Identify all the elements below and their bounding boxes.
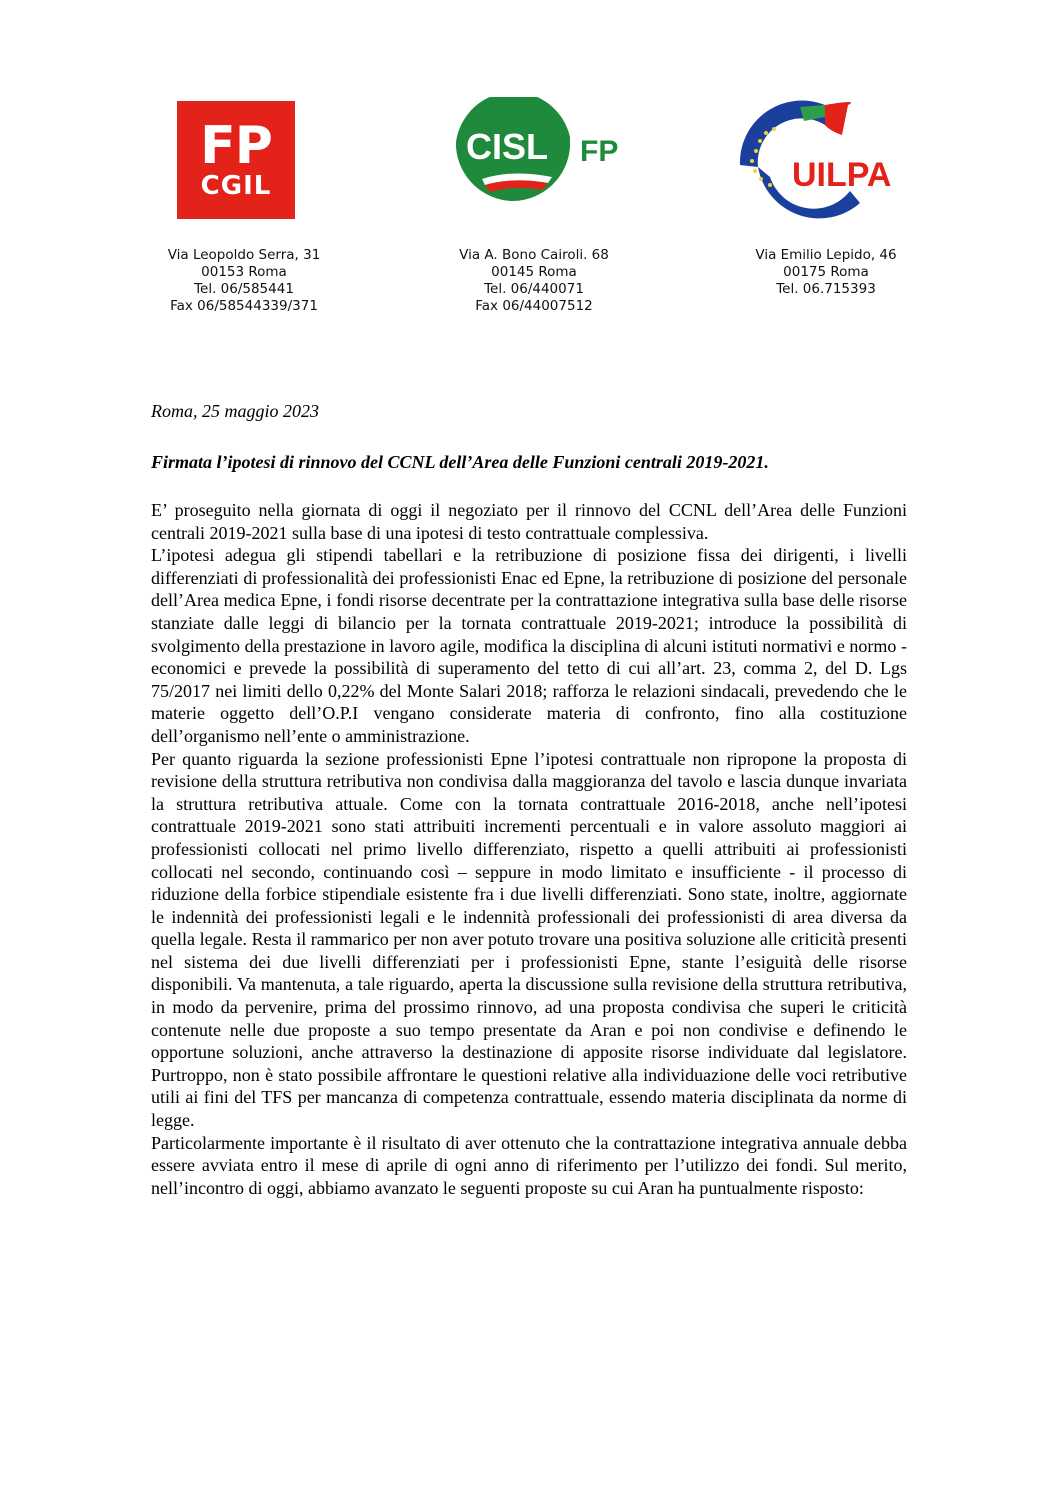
address-line: Tel. 06/440071 — [484, 281, 584, 297]
address-line: Via Emilio Lepido, 46 — [755, 247, 897, 263]
cisl-logo-fp-text: FP — [580, 135, 619, 168]
body-paragraph: Particolarmente importante è il risultato di aver ottenuto che la contrattazione integrativa annuale debba essere avviata entro il mese di aprile di ogni anno di riferimento per l’utilizzo dei fondi. Sul merito, nell’incontro di oggi, abbiamo avanzato le seguenti proposte su cui Aran ha puntualmente risposto: — [151, 1132, 907, 1198]
address-line: Tel. 06.715393 — [776, 281, 876, 297]
address-line: Fax 06/58544339/371 — [170, 298, 318, 314]
document-body — [151, 499, 907, 1199]
cisl-fp-address — [414, 247, 654, 315]
fp-cgil-logo-line1: FP — [200, 116, 272, 176]
address-line: Via Leopoldo Serra, 31 — [167, 247, 321, 263]
fp-cgil-logo — [177, 101, 295, 219]
address-line: Tel. 06/585441 — [194, 281, 294, 297]
body-paragraph: E’ proseguito nella giornata di oggi il negoziato per il rinnovo del CCNL dell’Area delle Funzioni centrali 2019-2021 sulla base di una ipotesi di testo contrattuale complessiva. — [151, 500, 907, 543]
cisl-fp-logo — [452, 97, 642, 207]
uilpa-address — [706, 247, 946, 298]
uilpa-logo — [730, 95, 920, 220]
body-paragraph: Per quanto riguarda la sezione professionisti Epne l’ipotesi contrattuale non ripropone la proposta di revisione della struttura retributiva non condivisa dalla maggioranza del tavolo e lascia dunque invariata la struttura retributiva attuale. Come con la tornata contrattuale 2016-2018, anche nell’ipotesi contrattuale 2019-2021 sono stati attribuiti incrementi percentuali e in valore assoluto maggiori ai professionisti collocati nel primo livello differenziato, rispetto a quelli attribuiti ai professionisti collocati nel secondo, continuando così – seppure in modo limitato e insufficiente - il processo di riduzione della forbice stipendiale esistente fra i due livelli differenziati. Sono state, inoltre, aggiornate le indennità dei professionisti legali e le indennità professionali dei professionisti di area diversa da quella legale. Resta il rammarico per non aver potuto trovare una positiva soluzione alle criticità presenti nel sistema dei due livelli differenziati per i professionisti Epne, stante l’esiguità delle risorse disponibili. Va mantenuta, a tale riguardo, aperta la discussione sulla revisione della struttura retributiva, in modo da pervenire, prima del prossimo rinnovo, ad una proposta condivisa che superi le criticità contenute nelle due proposte a suo tempo presentate da Aran e poi non condivise e definendo le opportune soluzioni, anche attraverso la destinazione di apposite risorse individuate dal legislatore. Purtroppo, non è stato possibile affrontare le questioni relative alla individuazione delle voci retributive utili ai fini del TFS per mancanza di competenza contrattuale, essendo materia disciplinata da norme di legge. — [151, 748, 907, 1131]
address-line: 00153 Roma — [201, 264, 287, 280]
uilpa-logo-text: UILPA — [792, 156, 892, 194]
fp-cgil-address — [124, 247, 364, 315]
address-line: Fax 06/44007512 — [475, 298, 593, 314]
address-line: Via A. Bono Cairoli. 68 — [459, 247, 609, 263]
address-line: 00145 Roma — [491, 264, 577, 280]
cisl-logo-text: CISL — [466, 126, 549, 167]
fp-cgil-logo-line2: CGIL — [200, 171, 272, 201]
document-title: Firmata l’ipotesi di rinnovo del CCNL dell’Area delle Funzioni centrali 2019-2021. — [151, 452, 769, 472]
body-paragraph: L’ipotesi adegua gli stipendi tabellari e la retribuzione di posizione fissa dei dirigenti, i livelli differenziati di professionalità dei professionisti Enac ed Epne, la retribuzione di posizione del personale dell’Area medica Epne, i fondi risorse decentrate per la contrattazione integrativa sulla base delle risorse stanziate dalle leggi di bilancio per la tornata contrattuale 2019-2021; introduce la possibilità di svolgimento della prestazione in lavoro agile, modifica la disciplina di alcuni istituti normativi e normo - economici e prevede la possibilità di superamento del tetto di cui all’art. 23, comma 2, del D. Lgs 75/2017 nei limiti dello 0,22% del Monte Salari 2018; rafforza le relazioni sindacali, prevedendo che le materie oggetto dell’O.P.I vengano considerate materia di confronto, fino alla costituzione dell’organismo nell’ente o amministrazione. — [151, 545, 907, 746]
address-line: 00175 Roma — [783, 264, 869, 280]
document-date: Roma, 25 maggio 2023 — [151, 401, 319, 421]
